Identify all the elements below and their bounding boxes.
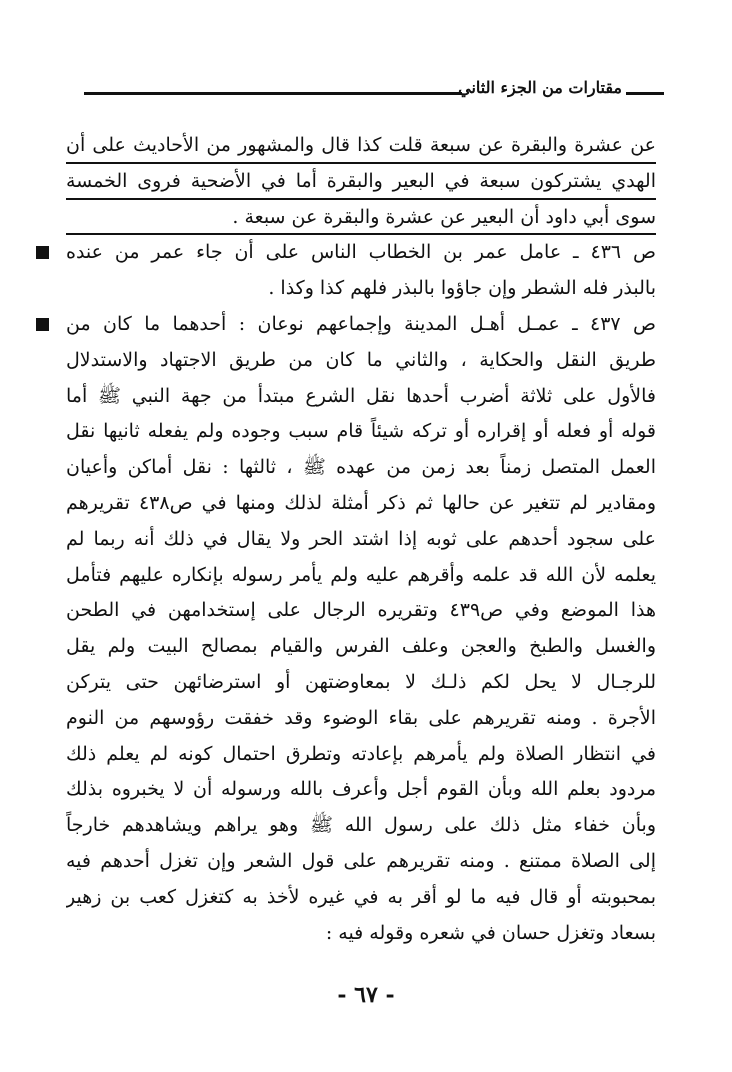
- text-line: عن عشرة والبقرة عن سبعة قلت كذا قال والمشهور من الأحاديث على أن: [66, 128, 656, 164]
- paragraph-continued: [66, 128, 656, 235]
- text-line: على سجود أحدهم على ثوبه إذا اشتد الحر ولا يقال في ذلك أنه ربما لم: [66, 527, 656, 550]
- header-rule-long: [84, 92, 462, 95]
- text-line: يعلمه لأن الله قد علمه وأقرهم عليه ولم يأمر رسوله بإنكاره عليهم فتأمل: [66, 563, 656, 586]
- text-line: بسعاد وتغزل حسان في شعره وقوله فيه :: [325, 921, 656, 944]
- text-line: العمل المتصل زمناً بعد زمن من عهده ﷺ ، ثالثها : نقل أماكن وأعيان: [66, 456, 656, 479]
- text-line: ص ٤٣٦ ـ عامل عمر بن الخطاب الناس على أن جاء عمر من عنده: [66, 241, 656, 264]
- square-bullet-icon: [36, 246, 49, 259]
- running-header: [84, 78, 664, 102]
- text-line: هذا الموضع وفي ص٤٣٩ وتقريره الرجال على إستخدامهن في الطحن: [66, 599, 656, 622]
- text-line: ومقادير لم تتغير عن حالها ثم ذكر أمثلة لذلك ومنها في ص٤٣٨ تقريرهم: [66, 491, 656, 514]
- text-line: فالأول على ثلاثة أضرب أحدها نقل الشرع مبتدأ من جهة النبي ﷺ أما: [66, 384, 656, 407]
- text-line: الأجرة . ومنه تقريرهم على بقاء الوضوء وقد خفقت رؤوسهم من النوم: [66, 706, 656, 729]
- text-line: بالبذر فله الشطر وإن جاؤوا بالبذر فلهم كذا وكذا .: [268, 277, 656, 300]
- header-title: مقتارات من الجزء الثاني: [458, 78, 622, 97]
- text-line: إلى الصلاة ممتنع . ومنه تقريرهم على قول الشعر وإن تغزل أحدهم فيه: [66, 849, 656, 872]
- page-number: - ٦٧ -: [337, 982, 395, 1008]
- text-line: ص ٤٣٧ ـ عمـل أهـل المدينة وإجماعهم نوعان : أحدهما ما كان من: [66, 312, 656, 335]
- text-line: قوله أو فعله أو إقراره أو تركه شيئاً قام سبب وجوده ولم يفعله ثانيها نقل: [66, 420, 656, 443]
- text-line: في انتظار الصلاة ولم يأمرهم بإعادته وتطرق احتمال كونه لم يعلم ذلك: [66, 742, 656, 765]
- header-rule-short: [626, 92, 664, 95]
- body-text: [66, 128, 656, 951]
- text-line: طريق النقل والحكاية ، والثاني ما كان من طريق الاجتهاد والاستدلال: [66, 348, 656, 371]
- text-line: بمحبوبته أو قال فيه ما لو أقر به في غيره لأخذ به كتغزل كعب بن زهير: [66, 885, 656, 908]
- text-line: سوى أبي داود أن البعير عن عشرة والبقرة عن سبعة .: [66, 200, 656, 236]
- text-line: وبأن خفاء مثل ذلك على رسول الله ﷺ وهو يراهم ويشاهدهم خارجاً: [66, 814, 656, 837]
- text-line: للرجـال لا يحل لكم ذلـك لا بمعاوضتهن أو استرضائهن حتى يتركن: [66, 670, 656, 693]
- paragraph-page-436: [66, 235, 656, 307]
- text-line: الهدي يشتركون سبعة في البعير والبقرة أما في الأضحية فروى الخمسة: [66, 164, 656, 200]
- text-line: والغسل والطبخ والعجن وعلف الفرس والقيام بمصالح البيت ولم يقل: [66, 635, 656, 658]
- square-bullet-icon: [36, 318, 49, 331]
- paragraph-page-437: [66, 307, 656, 951]
- text-line: مردود بعلم الله وبأن القوم أجل وأعرف بالله ورسوله أن لا يخبروه بذلك: [66, 778, 656, 801]
